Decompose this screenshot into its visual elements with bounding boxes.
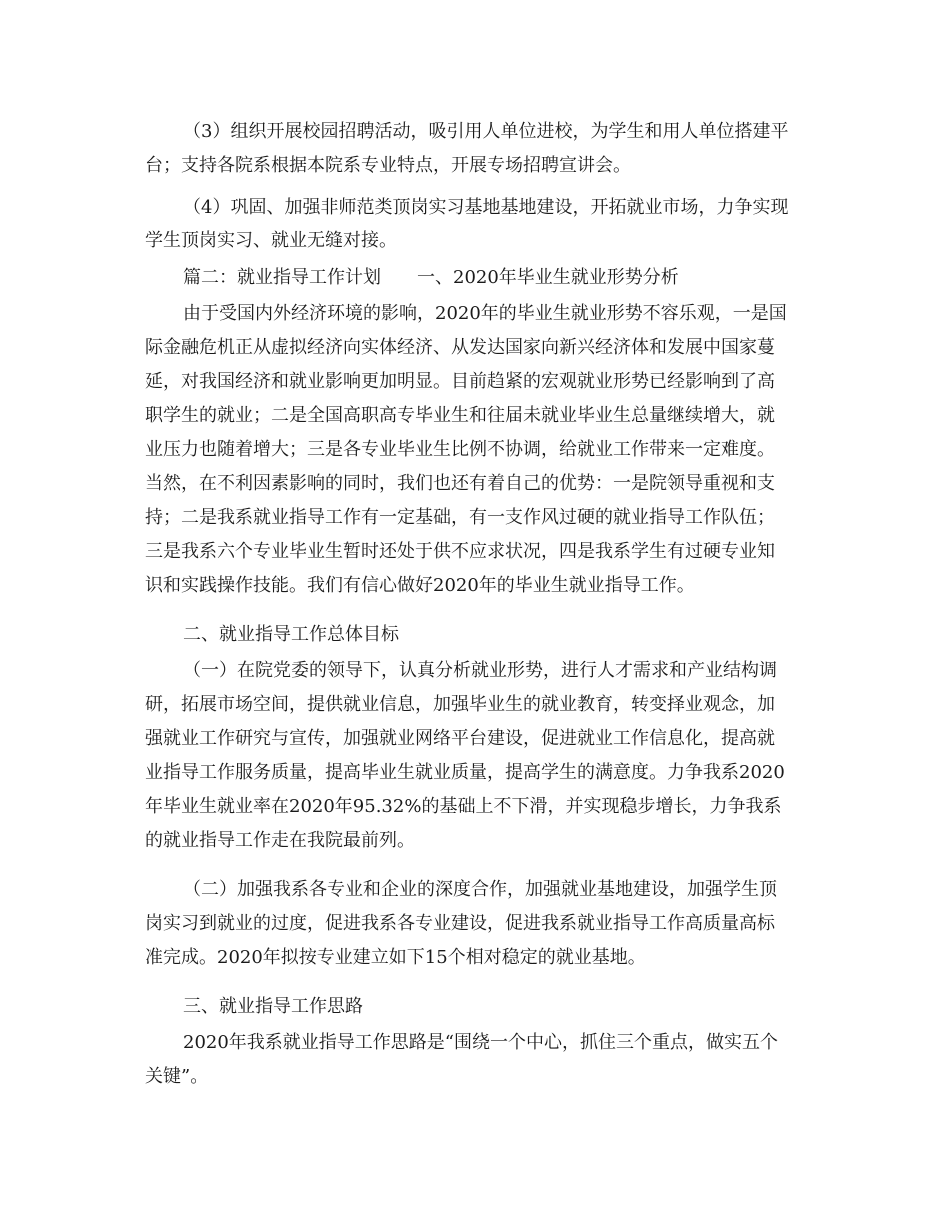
text-line: 三、就业指导工作思路 <box>183 996 363 1017</box>
text-line: 学生顶岗实习、就业无缝对接。 <box>145 230 397 251</box>
text-line: 2020年我系就业指导工作思路是“围绕一个中心，抓住三个重点，做实五个 <box>183 1032 779 1053</box>
text-line: 岗实习到就业的过度，促进我系各专业建设，促进我系就业指导工作高质量高标 <box>145 913 775 934</box>
text-line: 业压力也随着增大；三是各专业毕业生比例不协调，给就业工作带来一定难度。 <box>145 439 775 460</box>
text-line: 三是我系六个专业毕业生暂时还处于供不应求状况，四是我系学生有过硬专业知 <box>145 541 775 562</box>
text-line: （3）组织开展校园招聘活动，吸引用人单位进校，为学生和用人单位搭建平 <box>183 121 789 142</box>
text-line: 研，拓展市场空间，提供就业信息，加强毕业生的就业教育，转变择业观念，加 <box>145 694 775 715</box>
text-line: 台；支持各院系根据本院系专业特点，开展专场招聘宣讲会。 <box>145 155 631 176</box>
text-line: （二）加强我系各专业和企业的深度合作，加强就业基地建设，加强学生顶 <box>183 879 777 900</box>
text-line: 篇二：就业指导工作计划 一、2020年毕业生就业形势分析 <box>183 267 679 288</box>
text-line: 二、就业指导工作总体目标 <box>183 624 399 645</box>
text-line: 的就业指导工作走在我院最前列。 <box>145 830 415 851</box>
text-line: 识和实践操作技能。我们有信心做好2020年的毕业生就业指导工作。 <box>145 575 695 596</box>
text-line: 由于受国内外经济环境的影响，2020年的毕业生就业形势不容乐观，一是国 <box>183 303 787 324</box>
text-line: （4）巩固、加强非师范类顶岗实习基地基地建设，开拓就业市场，力争实现 <box>183 197 789 218</box>
text-line: 强就业工作研究与宣传，加强就业网络平台建设，促进就业工作信息化，提高就 <box>145 728 775 749</box>
text-line: 关键”。 <box>145 1066 209 1087</box>
text-line: 业指导工作服务质量，提高毕业生就业质量，提高学生的满意度。力争我系2020 <box>145 762 785 783</box>
text-line: 当然，在不利因素影响的同时，我们也还有着自己的优势：一是院领导重视和支 <box>145 473 775 494</box>
text-line: 际金融危机正从虚拟经济向实体经济、从发达国家向新兴经济体和发展中国家蔓 <box>145 337 775 358</box>
text-line: 准完成。2020年拟按专业建立如下15个相对稳定的就业基地。 <box>145 947 646 968</box>
text-line: 职学生的就业；二是全国高职高专毕业生和往届未就业毕业生总量继续增大，就 <box>145 405 775 426</box>
text-line: 年毕业生就业率在2020年95.32%的基础上不下滑，并实现稳步增长，力争我系 <box>145 796 782 817</box>
text-line: （一）在院党委的领导下，认真分析就业形势，进行人才需求和产业结构调 <box>183 660 777 681</box>
text-line: 持；二是我系就业指导工作有一定基础，有一支作风过硬的就业指导工作队伍； <box>145 507 775 528</box>
text-line: 延，对我国经济和就业影响更加明显。目前趋紧的宏观就业形势已经影响到了高 <box>145 371 775 392</box>
